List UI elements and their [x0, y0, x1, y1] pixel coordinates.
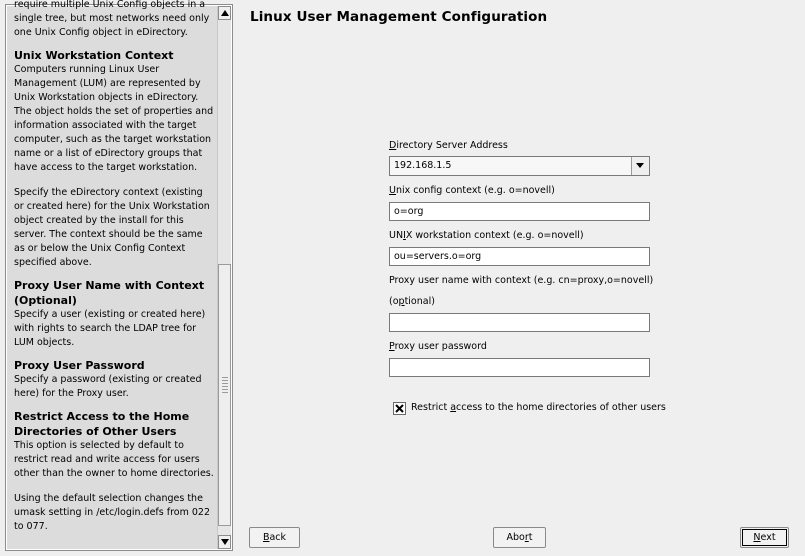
arrow-down-icon	[221, 539, 229, 545]
help-heading-proxy-user: Proxy User Name with Context (Optional)	[14, 279, 205, 307]
directory-server-label: Directory Server Address	[389, 140, 508, 151]
help-content	[7, 0, 218, 549]
page-title: Linux User Management Configuration	[250, 9, 548, 25]
help-panel	[5, 0, 233, 551]
help-heading-proxy-password: Proxy User Password	[14, 359, 145, 372]
help-paragraph: Specify a password (existing or created here) for the Proxy user.	[14, 374, 202, 399]
proxy-password-input[interactable]	[389, 358, 650, 377]
help-paragraph: Computers running Linux User Management (LUM) are represented by Unix Workstation objects in eDirectory. The object holds the set of properties and information associated with the target computer, such as the target workstation name or a list of eDirectory groups that have access to the target workstation.	[14, 64, 214, 173]
help-scrollbar[interactable]	[217, 6, 231, 549]
arrow-up-icon	[221, 10, 229, 16]
help-heading-workstation-context: Unix Workstation Context	[14, 49, 174, 62]
help-intro-text: require multiple Unix Config objects in a single tree, but most networks need only one Unix Config object in eDirectory.	[14, 0, 210, 38]
unix-config-context-label: Unix config context (e.g. o=novell)	[389, 185, 555, 196]
proxy-user-label: Proxy user name with context (e.g. cn=proxy,o=novell)	[389, 275, 654, 286]
unix-workstation-context-label: UNIX workstation context (e.g. o=novell)	[389, 230, 584, 241]
proxy-password-label: Proxy user password	[389, 341, 487, 352]
restrict-access-label[interactable]: Restrict access to the home directories of other users	[411, 402, 666, 413]
help-paragraph: Using the default selection changes the umask setting in /etc/login.defs from 022 to 077.	[14, 493, 211, 532]
help-paragraph: Specify the eDirectory context (existing or created here) for the Unix Workstation object created by the install for this server. The context should be the same as or below the Unix Config Context specified above.	[14, 187, 210, 268]
help-paragraph: Specify a user (existing or created here) with rights to search the LDAP tree for LUM objects.	[14, 309, 206, 348]
next-button[interactable]: Next	[740, 527, 789, 548]
chevron-down-icon	[636, 163, 644, 168]
dropdown-button[interactable]	[631, 157, 649, 175]
back-button[interactable]: Back	[249, 527, 300, 548]
abort-button[interactable]: Abort	[493, 527, 546, 548]
directory-server-value: 192.168.1.5	[394, 160, 452, 171]
checkmark-x-icon	[395, 404, 404, 413]
grip-icon	[222, 377, 228, 395]
scroll-down-button[interactable]	[218, 535, 231, 549]
help-heading-restrict-access: Restrict Access to the Home Directories of Other Users	[14, 410, 190, 438]
help-paragraph: This option is selected by default to restrict read and write access for users other than the owner to home directories.	[14, 440, 214, 479]
unix-workstation-context-input[interactable]	[389, 247, 650, 266]
scrollbar-thumb[interactable]	[218, 264, 231, 526]
proxy-user-input[interactable]	[389, 313, 650, 332]
restrict-access-checkbox[interactable]	[393, 402, 406, 415]
help-text-container	[14, 0, 214, 534]
proxy-user-optional-label: (optional)	[389, 296, 435, 307]
unix-config-context-input[interactable]	[389, 202, 650, 221]
scroll-up-button[interactable]	[218, 6, 231, 20]
directory-server-select[interactable]	[389, 156, 650, 176]
